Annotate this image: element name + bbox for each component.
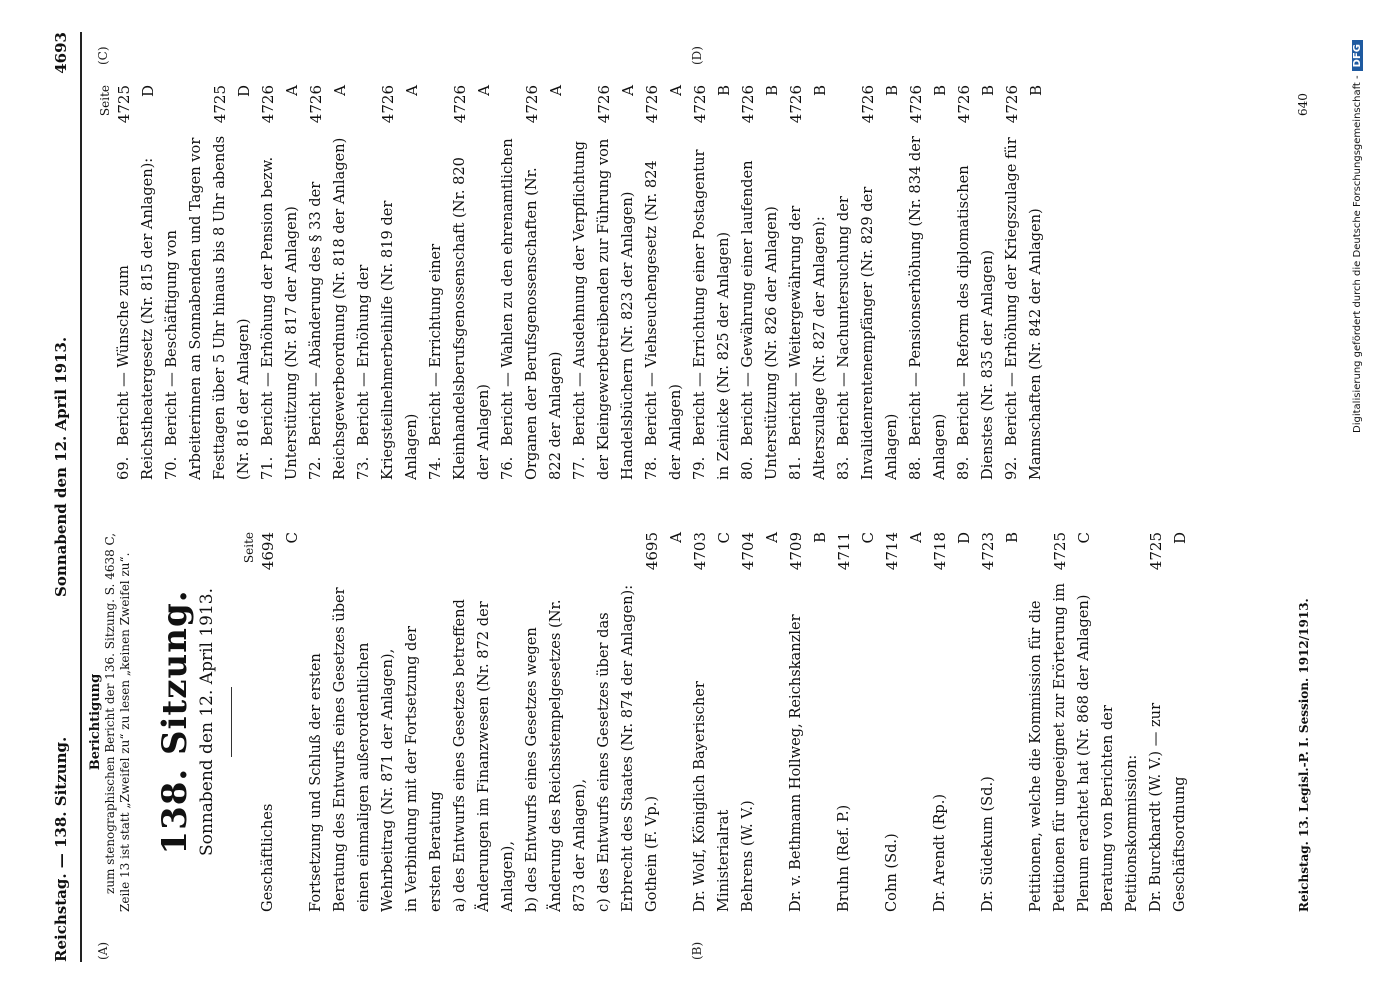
margin-mark-d: (D) (690, 46, 704, 65)
entry-text: Bruhn (Ref. P.) (835, 804, 852, 912)
entry-number: 80. (739, 456, 756, 480)
entry-number: 78. (643, 456, 660, 480)
agenda-entry (1144, 532, 1192, 912)
entry-text: Dr. Wolf, Königlich Bayerischer Ministerialrat (691, 681, 732, 912)
entry-page-ref: 4726 A (451, 85, 493, 124)
report-entry (784, 85, 832, 480)
agenda-entry (784, 532, 832, 912)
footer-session: Reichstag. 13. Legisl.-P. I. Session. 1912/1913. (1297, 598, 1311, 912)
seite-label-right: Seite (98, 85, 112, 117)
right-column (98, 85, 1048, 480)
entry-text: Bericht — Pensionserhöhung (Nr. 834 der Anlagen) (907, 136, 948, 480)
entry-page-ref: 4726 B (955, 85, 997, 124)
entry-page-ref: 4725 D (211, 85, 253, 124)
title-rule (231, 687, 232, 757)
entry-number: 77. (571, 456, 588, 480)
entry-text: Bericht — Nachuntersuchung der Invalidenrentenempfänger (Nr. 829 der Anlagen) (835, 186, 900, 480)
agenda-entry (400, 532, 448, 912)
report-entry (832, 85, 904, 480)
entry-page-ref: 4726 A (307, 85, 349, 124)
session-date: Sonnabend den 12. April 1913. (197, 587, 217, 857)
report-entry (688, 85, 736, 480)
entry-page-ref: 4725 D (115, 85, 157, 124)
entry-page-ref: 4714 A (883, 532, 925, 571)
entry-number: 70. (163, 456, 180, 480)
report-entry (640, 85, 688, 480)
entry-text: Behrens (W. V.) (739, 800, 756, 912)
entry-text: a) des Entwurfs eines Gesetzes betreffend Änderungen im Finanzwesen (Nr. 872 der Anlagen), (451, 599, 516, 912)
report-entry (352, 85, 424, 480)
entry-page-ref: 4725 D (1147, 532, 1189, 571)
report-entry (1000, 85, 1048, 480)
entry-number: 71. (259, 456, 276, 480)
entry-text: Petitionen, welche die Kommission für die Petitionen für ungeeignet zur Erörterung im Plenum erachtet hat (Nr. 868 der Anlagen) (1027, 583, 1092, 912)
entry-text: Bericht — Weitergewährung der Alterszulage (Nr. 827 der Anlagen): (787, 205, 828, 480)
entry-text: Bericht — Beschäftigung von Arbeiterinnen an Sonnabenden und Tagen vor Festtagen über 5 Uhr hinaus bis 8 Uhr abends (Nr. 816 der Anlagen) (163, 135, 252, 480)
entry-number: 76. (499, 456, 516, 480)
entry-text: Cohn (Sd.) (883, 833, 900, 912)
entry-text: Dr. Arendt (Rp.) (931, 793, 948, 912)
entry-page-ref: 4726 A (259, 85, 301, 124)
entry-page-ref: 4726 A (379, 85, 421, 124)
agenda-entry (832, 532, 880, 912)
entry-page-ref: 4726 A (595, 85, 637, 124)
entry-text: in Verbindung mit der Fortsetzung der ersten Beratung (403, 625, 444, 912)
entry-page-ref: 4725 C (1051, 532, 1093, 571)
margin-mark-b: (B) (690, 941, 704, 960)
entry-page-ref: 4726 B (907, 85, 949, 124)
entry-text: c) des Entwurfs eines Gesetzes über das Erbrecht des Staates (Nr. 874 der Anlagen): (595, 584, 636, 912)
report-entry (496, 85, 568, 480)
entry-text: Bericht — Erhöhung der Kriegszulage für Mannschaften (Nr. 842 der Anlagen) (1003, 137, 1044, 480)
entry-number: 89. (955, 456, 972, 480)
entry-text: Bericht — Abänderung des § 33 der Reichsgewerbeordnung (Nr. 818 der Anlagen) (307, 137, 348, 480)
agenda-entry (736, 532, 784, 912)
entry-text: Bericht — Errichtung einer Kleinhandelsberufsgenossenschaft (Nr. 820 der Anlagen) (427, 157, 492, 480)
entry-text: Dr. Burckhardt (W. V.) — zur Geschäftsordnung (1147, 702, 1188, 912)
header-left: Reichstag. — 138. Sitzung. (52, 736, 70, 962)
entry-page-ref: 4726 B (787, 85, 829, 124)
entry-text: Bericht — Gewährung einer laufenden Unterstützung (Nr. 826 der Anlagen) (739, 160, 780, 480)
entry-number: 69. (115, 456, 132, 480)
footer-number: 640 (1296, 93, 1310, 116)
entry-page-ref: 4726 B (691, 85, 733, 124)
entry-page-ref: 4695 A (643, 532, 685, 571)
entry-text: Geschäftliches (259, 803, 276, 912)
digitization-text: Digitalisierung gefördert durch die Deutsche Forschungsgemeinschaft - (1352, 75, 1363, 433)
entry-number: 83. (835, 456, 852, 480)
correction-text: zum stenographischen Bericht der 136. Sitzung. S. 4638 C, Zeile 13 ist statt „Zweifel zu“ zu lesen „keinen Zweifel zu“. (103, 532, 132, 912)
entry-page-ref: 4704 A (739, 532, 781, 571)
entry-text: Bericht — Erhöhung der Pension bezw. Unterstützung (Nr. 817 der Anlagen) (259, 156, 300, 480)
agenda-entry (880, 532, 928, 912)
left-column (88, 532, 1192, 912)
entry-number: 72. (307, 456, 324, 480)
report-entry (256, 85, 304, 480)
agenda-entry (448, 532, 520, 912)
report-entry (568, 85, 640, 480)
page-header (52, 32, 76, 962)
report-entry (112, 85, 160, 480)
agenda-entry (304, 532, 400, 912)
entry-text: Bericht — Errichtung einer Postagentur in Zeinicke (Nr. 825 der Anlagen) (691, 149, 732, 480)
entry-page-ref: 4711 C (835, 532, 877, 571)
agenda-entry (1096, 532, 1144, 912)
margin-mark-a: (A) (96, 941, 110, 960)
entry-page-ref: 4703 C (691, 532, 733, 571)
entry-text: Bericht — Ausdehnung der Verpflichtung der Kleingewerbetreibenden zur Führung von Handelsbüchern (Nr. 823 der Anlagen) (571, 138, 636, 480)
report-entry (952, 85, 1000, 480)
entry-text: Gothein (F. Vp.) (643, 795, 660, 912)
agenda-entry (976, 532, 1024, 912)
agenda-entry (1024, 532, 1096, 912)
agenda-entry (256, 532, 304, 912)
entry-number: 74. (427, 456, 444, 480)
entry-text: b) des Entwurfs eines Gesetzes wegen Änderung des Reichsstempelgesetzes (Nr. 873 der Anlagen), (523, 599, 588, 912)
agenda-entry (640, 532, 688, 912)
entry-text: Bericht — Viehseuchengesetz (Nr. 824 der Anlagen) (643, 160, 684, 480)
entry-text: Dr. v. Bethmann Hollweg, Reichskanzler (787, 614, 804, 912)
entry-text: Bericht — Erhöhung der Kriegsteilnehmerbeihilfe (Nr. 819 der Anlagen) (355, 200, 420, 480)
entry-text: Bericht — Wahlen zu den ehrenamtlichen Organen der Berufsgenossenschaften (Nr. 822 der Anlagen) (499, 138, 564, 480)
digitization-note (1352, 40, 1363, 1000)
agenda-entry (592, 532, 640, 912)
report-entry (424, 85, 496, 480)
entry-text: Dr. Südekum (Sd.) (979, 776, 996, 912)
entry-text: Beratung von Berichten der Petitionskommission: (1099, 705, 1140, 912)
entry-page-ref: 4718 D (931, 532, 973, 571)
entry-page-ref: 4726 A (523, 85, 565, 124)
entry-number: 92. (1003, 456, 1020, 480)
entry-page-ref: 4709 B (787, 532, 829, 571)
agenda-entry (928, 532, 976, 912)
entry-page-ref: 4726 B (739, 85, 781, 124)
entry-text: Bericht — Wünsche zum Reichstheatergesetz (Nr. 815 der Anlagen): (115, 157, 156, 480)
agenda-entry (688, 532, 736, 912)
entry-number: 73. (355, 456, 372, 480)
header-date: Sonnabend den 12. April 1913. (52, 336, 70, 597)
entry-page-ref: 4726 B (859, 85, 901, 124)
report-entry (160, 85, 256, 480)
entry-number: 81. (787, 456, 804, 480)
entry-text: Bericht — Reform des diplomatischen Dienstes (Nr. 835 der Anlagen) (955, 165, 996, 480)
entry-page-ref: 4726 A (643, 85, 685, 124)
header-page-number: 4693 (52, 32, 70, 74)
report-entry (904, 85, 952, 480)
seite-label: Seite (242, 532, 256, 564)
margin-mark-c: (C) (96, 46, 110, 65)
entry-number: 79. (691, 456, 708, 480)
dfg-logo: DFG (1352, 40, 1363, 71)
entry-page-ref: 4726 B (1003, 85, 1045, 124)
report-entry (736, 85, 784, 480)
report-entry (304, 85, 352, 480)
right-entry-list (112, 85, 1048, 480)
entry-number: 88. (907, 456, 924, 480)
header-rule (80, 32, 82, 962)
entry-page-ref: 4694 C (259, 532, 301, 571)
left-entry-list (256, 532, 1192, 912)
session-title: 138. Sitzung. (155, 589, 195, 855)
entry-page-ref: 4723 B (979, 532, 1021, 571)
correction-title: Berichtigung (88, 673, 103, 771)
agenda-entry (520, 532, 592, 912)
entry-text: Fortsetzung und Schluß der ersten Beratung des Entwurfs eines Gesetzes über einen einmaligen außerordentlichen Wehrbeitrag (Nr. 871 der Anlagen), (307, 587, 396, 912)
